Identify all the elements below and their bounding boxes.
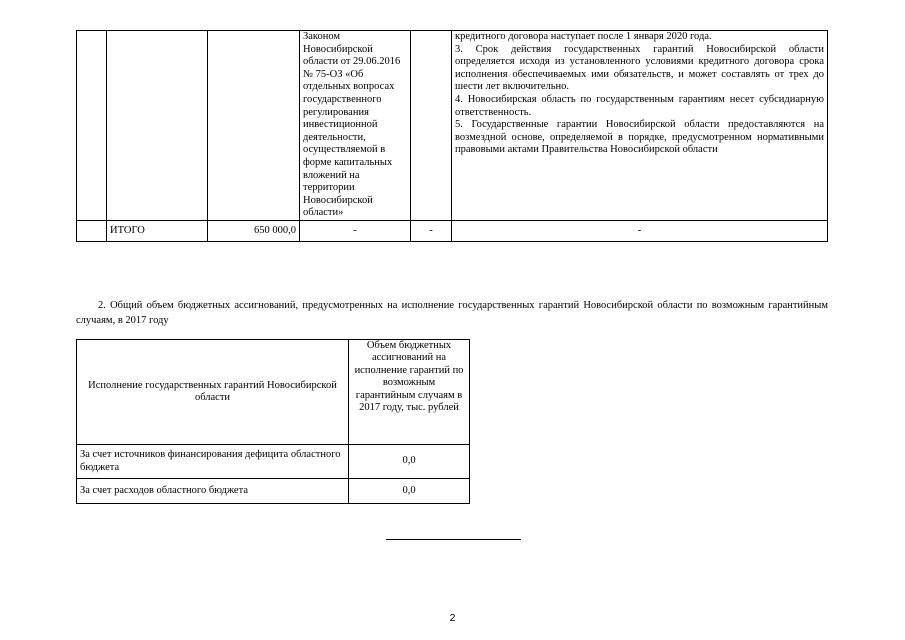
condition-line: кредитного договора наступает после 1 января 2020 года.: [455, 31, 712, 42]
row-value: 0,0: [349, 479, 470, 504]
row-label: За счет источников финансирования дефицита областного бюджета: [77, 445, 349, 479]
condition-line: 3. Срок действия государственных гарантий Новосибирской области определяется исходя из установленного условиями кредитного договора срока исполнения обеспечиваемых ими обязательств, и может составлять от трех до шести лет включительно.: [455, 43, 824, 93]
table-cell-purpose: [107, 31, 208, 221]
total-amount: 650 000,0: [208, 220, 300, 241]
closing-rule: [386, 539, 521, 540]
table-cell-number: [77, 220, 107, 241]
table-cell-conditions: [452, 31, 828, 221]
table-row: [77, 31, 828, 221]
table-header-row: [77, 340, 470, 445]
table-cell-amount: [208, 31, 300, 221]
condition-line: 4. Новосибирская область по государственным гарантиям несет субсидиарную ответственность.: [455, 93, 824, 118]
row-label: За счет расходов областного бюджета: [77, 479, 349, 504]
table-row: [77, 445, 470, 479]
total-conditions-dash: -: [452, 220, 828, 241]
total-law-dash: -: [300, 220, 411, 241]
total-regress-dash: -: [411, 220, 452, 241]
table-cell-number: [77, 31, 107, 221]
section-paragraph: 2. Общий объем бюджетных ассигнований, предусмотренных на исполнение государственных гарантий Новосибирской области по возможным гарантийным случаям, в 2017 году: [76, 300, 828, 326]
total-label: ИТОГО: [107, 220, 208, 241]
row-value: 0,0: [349, 445, 470, 479]
guarantees-program-table: [76, 30, 828, 242]
table-row-total: [77, 220, 828, 241]
table-row: [77, 479, 470, 504]
table-cell-law: Законом Новосибирской области от 29.06.2016 № 75-ОЗ «Об отдельных вопросах государственного регулирования инвестиционной деятельности, осуществляемой в форме капитальных вложений на территории Новосибирской области»: [300, 31, 411, 221]
header-volume: Объем бюджетных ассигнований на исполнение гарантий по возможным гарантийным случаям в 2017 году, тыс. рублей: [349, 340, 470, 445]
table-cell-regress: [411, 31, 452, 221]
header-execution: Исполнение государственных гарантий Новосибирской области: [77, 340, 349, 445]
condition-line: 5. Государственные гарантии Новосибирской области предоставляются на возмездной основе, определяемой в порядке, предусмотренном нормативными правовыми актами Правительства Новосибирской области: [455, 119, 824, 156]
page-number: 2: [449, 612, 456, 624]
budget-allocations-table: [76, 339, 470, 504]
